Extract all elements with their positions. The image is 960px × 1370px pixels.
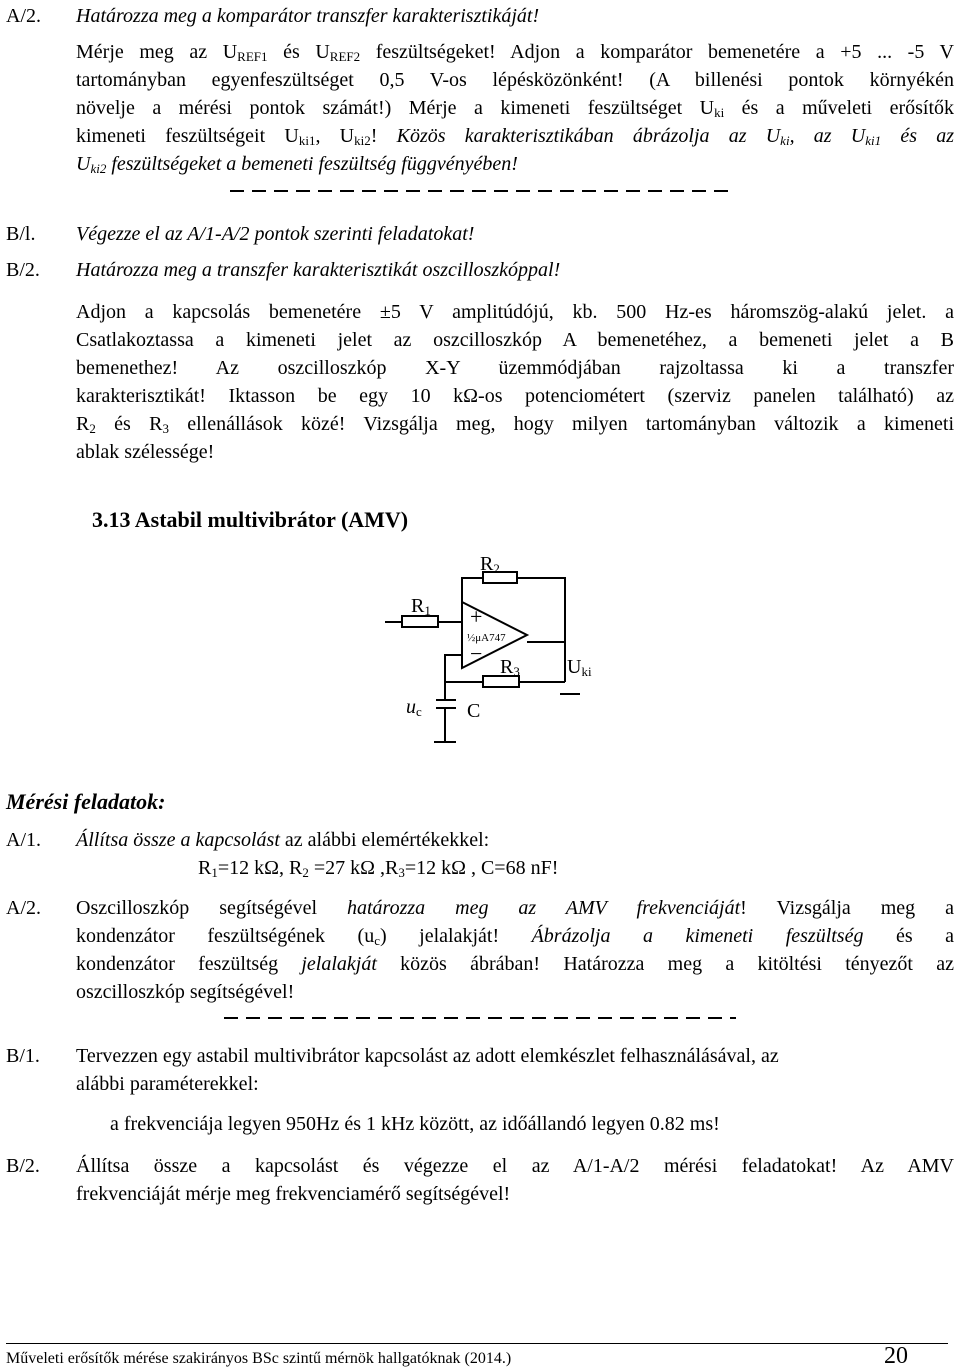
b2-line-2: Csatlakoztassa a kimeneti jelet az oszcilloszkóp A bemenetéhez, a bemeneti jelet a B [76,329,954,351]
a2-top-line-4: kimeneti feszültségeit $U_{ki1}$, $U_{ki2}$! Közös karakterisztikában ábrázolja az $U_{ki}$, az $U_{ki1}$ és az [76,125,954,148]
label-r1: R1 [411,595,431,618]
a2-top-line-2: tartományban egyenfeszültséget 0,5 V-os lépésközönként! (A billenési pontok környékén [76,69,954,91]
section-heading: 3.13 Astabil multivibrátor (AMV) [92,507,409,532]
task-b1-params: a frekvenciája legyen 950Hz és 1 kHz között, az időállandó legyen 0.82 ms! [110,1113,720,1135]
label-task-a2: A/2. [6,897,41,919]
label-task-b1: B/1. [6,1045,40,1067]
b2-line-5: $R_2$ és $R_3$ ellenállások közé! Vizsgálja meg, hogy milyen tartományban változik a kimeneti [76,413,954,436]
footer-text: Műveleti erősítők mérése szakirányos BSc szintű mérnök hallgatóknak (2014.) [6,1350,512,1367]
b2-line-6: ablak szélessége! [76,441,215,463]
b1-top-text: Végezze el az A/1-A/2 pontok szerinti feladatokat! [76,223,475,245]
label-task-a1: A/1. [6,829,41,851]
tasks-heading: Mérési feladatok: [6,789,166,814]
b2-line-1: Adjon a kapcsolás bemenetére ±5 V amplitúdójú, kb. 500 Hz-es háromszög-alakú jelet. a [76,301,954,323]
task-b1-text: Tervezzen egy astabil multivibrátor kapcsolást az adott elemkészlet felhasználásával, az alábbi paraméterekkel: [76,1045,779,1095]
label-task-b2: B/2. [6,1155,40,1177]
label-opamp-minus: − [470,641,483,666]
label-r3: R3 [500,656,520,679]
task-a1-text: Állítsa össze a kapcsolást az alábbi elemértékekkel: [76,829,490,851]
label-uki: Uki [567,656,592,679]
label-capacitor: C [467,700,481,722]
a2-top-line-3: növelje a mérési pontok számát!) Mérje a kimeneti feszültséget $U_{ki}$ és a műveleti erősítők [76,97,955,120]
wire-r2-right [517,578,565,642]
separator-2 [224,1017,736,1019]
label-b1-top: B/l. [6,223,36,245]
resistor-r1 [402,616,438,627]
label-b2-top: B/2. [6,259,40,281]
a2-top-line-5: $U_{ki2}$ feszültségeket a bemeneti feszültség függvényében! [76,153,518,176]
label-opamp-type: ½μA747 [467,632,506,644]
task-a1-values: $R_1=12$ kΩ, $R_2 =27$ kΩ $,R_3=12$ kΩ , C=68 nF! [198,857,559,880]
task-b2-text: Állítsa össze a kapcsolást és végezze el az A/1-A/2 mérési feladatokat! Az AMV frekvenciáját mérje meg frekvenciamérő segítségével! [76,1155,954,1205]
label-opamp-plus: + [470,604,483,629]
a2-top-title: Határozza meg a komparátor transzfer karakterisztikáját! [76,5,540,27]
label-r2: R2 [480,553,500,576]
page-number: 20 [884,1343,908,1369]
b2-top-title: Határozza meg a transzfer karakterisztikát oszcilloszkóppal! [76,259,561,281]
label-uc: uc [406,696,422,719]
task-a2-text: Oszcilloszkóp segítségével határozza meg az AMV frekvenciáját! Vizsgálja meg a kondenzátor feszültségének $(u_c)$ jelalakját! Ábrázolja a kimeneti feszültség és a kondenzátor feszültség jelalakját közös ábrában! Határozza meg a kitöltési tényezőt az oszcilloszkóp segítségével! [76,897,955,1003]
footer-rule [6,1343,948,1344]
b2-line-4: karakterisztikát! Iktasson be egy 10 kΩ-os potenciométert (szerviz panelen található) az [76,385,954,407]
a2-top-line-1: Mérje meg az $U_{REF1}$ és $U_{REF2}$ feszültségeket! Adjon a komparátor bemenetére a +5 ... -5 V [76,41,954,64]
b2-line-3: bemenethez! Az oszcilloszkóp X-Y üzemmódjában rajzoltassa ki a transzfer [76,357,954,379]
label-a2-top: A/2. [6,5,41,27]
